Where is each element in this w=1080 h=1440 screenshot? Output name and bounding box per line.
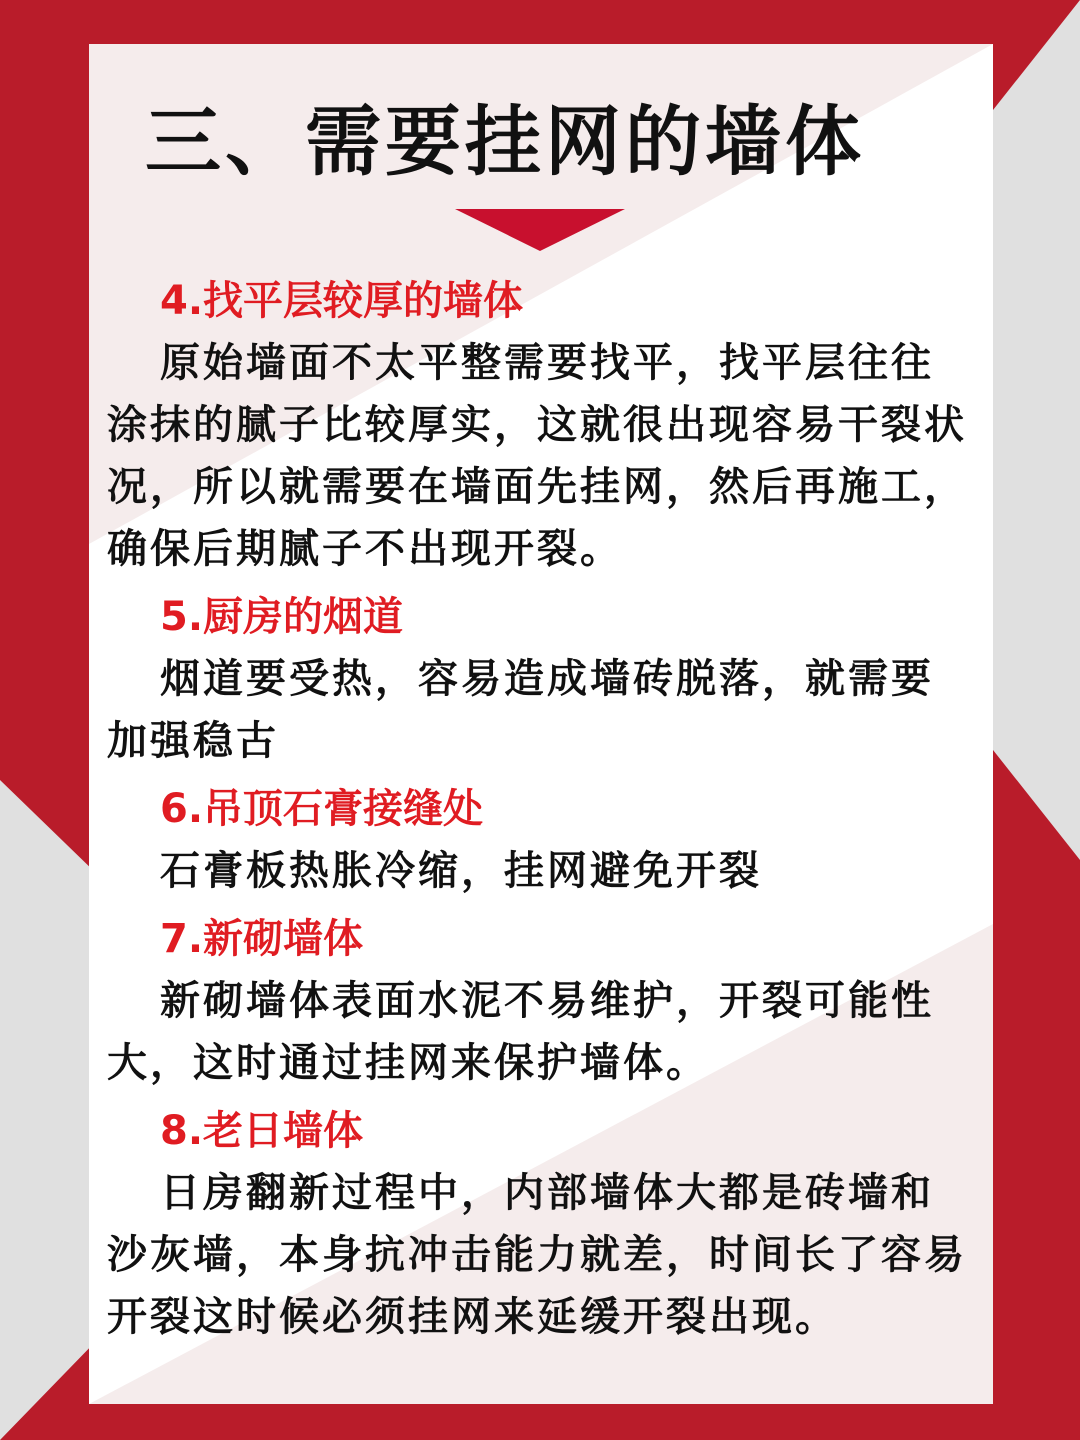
down-arrow-icon (455, 209, 625, 251)
sections-list (107, 270, 969, 1354)
content-card (89, 44, 993, 1404)
section-heading: 8.老日墙体 (160, 1108, 364, 1154)
section-item (107, 1100, 969, 1348)
section-item (107, 778, 969, 902)
section-heading: 6.吊顶石膏接缝处 (160, 786, 484, 832)
section-body: 日房翻新过程中，内部墙体大都是砖墙和沙灰墙，本身抗冲击能力就差，时间长了容易开裂这时候必须挂网来延缓开裂出现。 (107, 1170, 967, 1340)
section-item (107, 270, 969, 580)
section-heading: 7.新砌墙体 (160, 916, 364, 962)
section-body: 原始墙面不太平整需要找平，找平层往往涂抹的腻子比较厚实，这就很出现容易干裂状况，所以就需要在墙面先挂网，然后再施工，确保后期腻子不出现开裂。 (107, 340, 967, 572)
section-heading: 5.厨房的烟道 (160, 594, 404, 640)
section-body: 石膏板热胀冷缩，挂网避免开裂 (160, 848, 762, 894)
section-heading: 4.找平层较厚的墙体 (160, 278, 524, 324)
section-item (107, 586, 969, 772)
page-title: 三、需要挂网的墙体 (145, 97, 865, 186)
section-body: 烟道要受热，容易造成墙砖脱落，就需要加强稳古 (107, 656, 934, 764)
section-item (107, 908, 969, 1094)
section-body: 新砌墙体表面水泥不易维护，开裂可能性大，这时通过挂网来保护墙体。 (107, 978, 934, 1086)
